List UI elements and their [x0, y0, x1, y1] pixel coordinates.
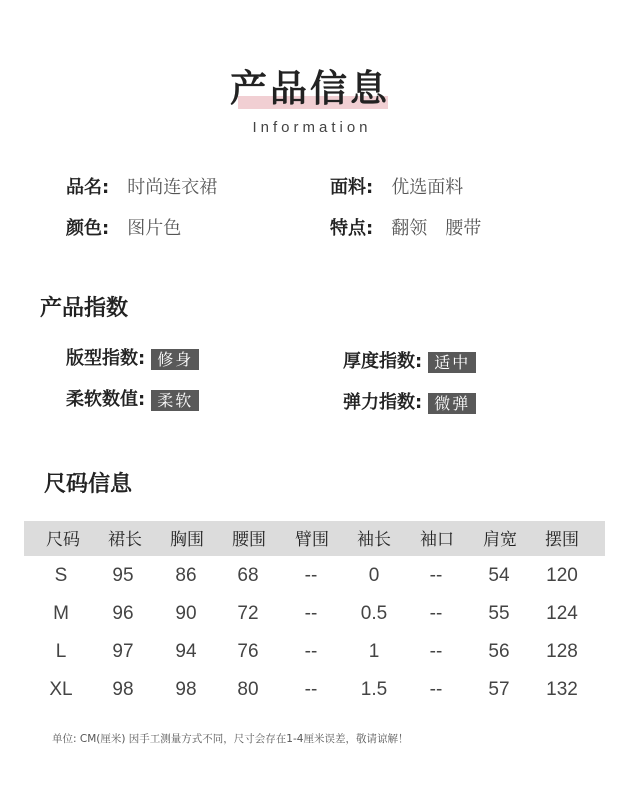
size-cell: M: [53, 603, 69, 624]
size-cell: 124: [546, 603, 578, 624]
size-cell: 0.5: [360, 603, 388, 624]
info-feature: [330, 217, 481, 241]
size-header-cell: 腰围: [232, 530, 266, 550]
size-cell: --: [304, 603, 318, 624]
size-cell: L: [55, 641, 67, 662]
size-cell: --: [429, 641, 443, 662]
size-cell: 95: [112, 565, 134, 586]
size-cell: 76: [237, 641, 259, 662]
size-header-cell: 肩宽: [483, 530, 517, 550]
index-thickness-label: 厚度指数:: [343, 351, 423, 372]
info-feature-label: 特点:: [330, 218, 374, 239]
size-header-cell: 摆围: [545, 530, 579, 550]
size-cell: 54: [488, 565, 510, 586]
size-cell: --: [304, 679, 318, 700]
index-thickness-tag: 适中: [428, 352, 476, 373]
page-title-block: [0, 66, 620, 116]
size-cell: 57: [488, 679, 510, 700]
size-cell: 96: [112, 603, 134, 624]
size-cell: 68: [237, 565, 259, 586]
size-cell: 132: [546, 679, 578, 700]
index-softness-label: 柔软数值:: [66, 389, 146, 410]
info-name: [66, 176, 217, 200]
index-fit: [66, 347, 199, 371]
size-cell: --: [429, 679, 443, 700]
size-header-cell: 胸围: [170, 530, 204, 550]
size-cell: --: [304, 641, 318, 662]
size-cell: 90: [175, 603, 197, 624]
size-cell: 80: [237, 679, 259, 700]
info-color: [66, 217, 181, 241]
index-softness: [66, 388, 199, 412]
size-cell: 98: [112, 679, 134, 700]
info-fabric-label: 面料:: [330, 177, 374, 198]
size-cell: --: [429, 565, 443, 586]
size-cell: 97: [112, 641, 134, 662]
page-subtitle: Information: [252, 119, 372, 136]
size-cell: 98: [175, 679, 197, 700]
size-cell: XL: [49, 679, 73, 700]
size-cell: --: [429, 603, 443, 624]
index-softness-tag: 柔软: [151, 390, 199, 411]
info-color-value: 图片色: [127, 218, 182, 239]
size-cell: 94: [175, 641, 197, 662]
size-header-cell: 尺码: [46, 530, 80, 550]
size-cell: S: [54, 565, 68, 586]
info-name-label: 品名:: [66, 177, 110, 198]
size-section-title: 尺码信息: [44, 472, 133, 497]
index-fit-tag: 修身: [151, 349, 199, 370]
size-cell: --: [304, 565, 318, 586]
size-cell: 0: [368, 565, 380, 586]
info-fabric-value: 优选面料: [391, 177, 464, 198]
size-cell: 56: [488, 641, 510, 662]
size-cell: 1.5: [360, 679, 388, 700]
size-cell: 55: [488, 603, 510, 624]
size-header-cell: 臂围: [295, 530, 329, 550]
index-elasticity-tag: 微弹: [428, 393, 476, 414]
size-cell: 72: [237, 603, 259, 624]
index-elasticity: [343, 391, 476, 415]
size-header-cell: 袖口: [420, 530, 454, 550]
measurement-footnote: 单位: CM(厘米) 因手工测量方式不同，尺寸会存在1-4厘米误差，敬请谅解！: [52, 733, 409, 745]
size-cell: 128: [546, 641, 578, 662]
index-thickness: [343, 350, 476, 374]
info-color-label: 颜色:: [66, 218, 110, 239]
page-title: 产品信息: [230, 67, 390, 110]
index-section-title: 产品指数: [40, 296, 129, 321]
info-feature-value: 翻领 腰带: [391, 218, 482, 239]
index-elasticity-label: 弹力指数:: [343, 392, 423, 413]
info-name-value: 时尚连衣裙: [127, 177, 218, 198]
size-cell: 1: [368, 641, 380, 662]
size-header-cell: 袖长: [357, 530, 391, 550]
index-fit-label: 版型指数:: [66, 348, 146, 369]
size-cell: 86: [175, 565, 197, 586]
info-fabric: [330, 176, 463, 200]
size-header-cell: 裙长: [108, 530, 142, 550]
size-cell: 120: [546, 565, 578, 586]
